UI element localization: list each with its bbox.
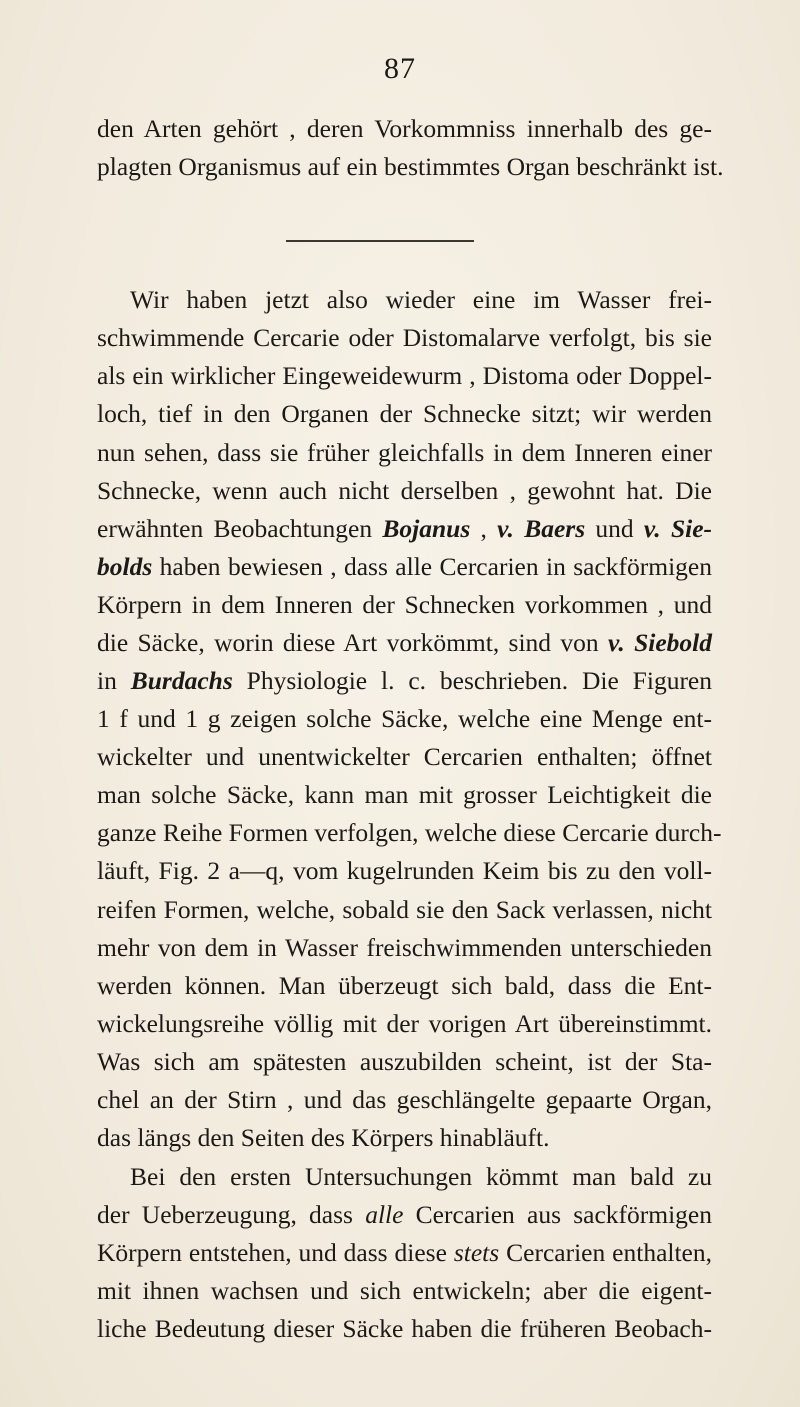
text-line: liche Bedeutung dieser Säcke haben die früheren Beobach- [97, 1314, 712, 1343]
text-line: Wir haben jetzt also wieder eine im Wasser frei- [130, 285, 712, 314]
text-line: mit ihnen wachsen und sich entwickeln; aber die eigent- [97, 1276, 712, 1305]
text-line: werden können. Man überzeugt sich bald, dass die Ent- [97, 971, 712, 1000]
text-line: die Säcke, worin diese Art vorkömmt, sind von v. Siebold [97, 628, 713, 657]
text-line: den Arten gehört , deren Vorkommniss innerhalb des ge- [97, 114, 712, 143]
text-line: als ein wirklicher Eingeweidewurm , Distoma oder Doppel- [97, 361, 712, 390]
text-line: bolds haben bewiesen , dass alle Cercarien in sackförmigen [97, 552, 712, 581]
text-line: Körpern in dem Inneren der Schnecken vorkommen , und [97, 590, 712, 619]
text-line: Bei den ersten Untersuchungen kömmt man bald zu [130, 1162, 712, 1191]
text-line: schwimmende Cercarie oder Distomalarve verfolgt, bis sie [97, 323, 712, 352]
text-line: reifen Formen, welche, sobald sie den Sack verlassen, nicht [97, 895, 712, 924]
author-name-siebold: v. Sie- [643, 514, 713, 543]
text-line: chel an der Stirn , und das geschlängelte gepaarte Organ, [97, 1085, 712, 1114]
text-line: plagten Organismus auf ein bestimmtes Organ beschränkt ist. [97, 152, 724, 181]
text-line: läuft, Fig. 2 a—q, vom kugelrunden Keim bis zu den voll- [97, 856, 712, 885]
text-line: in Burdachs Physiologie l. c. beschrieben. Die Figuren [97, 666, 712, 695]
text-line: man solche Säcke, kann man mit grosser Leichtigkeit die [97, 780, 712, 809]
text-line: erwähnten Beobachtungen Bojanus , v. Baers und v. Sie- [97, 514, 713, 543]
text-line: ganze Reihe Formen verfolgen, welche diese Cercarie durch- [97, 818, 722, 847]
author-name-baer: v. Baers [497, 514, 586, 543]
emphasis-stets: stets [453, 1238, 500, 1267]
page-number: 87 [384, 52, 416, 85]
emphasis-alle: alle [365, 1200, 404, 1229]
text-line: loch, tief in den Organen der Schnecke sitzt; wir werden [97, 399, 712, 428]
text-line: nun sehen, dass sie früher gleichfalls in dem Inneren einer [97, 438, 712, 467]
text-line: wickelungsreihe völlig mit der vorigen Art übereinstimmt. [97, 1009, 712, 1038]
author-name-v-siebold: v. Siebold [608, 628, 713, 657]
author-name-burdach: Burdachs [130, 666, 233, 695]
text-line: Was sich am spätesten auszubilden scheint, ist der Sta- [97, 1047, 712, 1076]
author-name-siebold-cont: bolds [97, 552, 153, 581]
author-name-bojanus: Bojanus [382, 514, 471, 543]
text-line: das längs den Seiten des Körpers hinabläuft. [97, 1123, 550, 1152]
text-line: Körpern entstehen, und dass diese stets Cercarien enthalten, [97, 1238, 712, 1267]
section-divider [286, 240, 474, 242]
text-line: wickelter und unentwickelter Cercarien enthalten; öffnet [97, 742, 712, 771]
text-line: mehr von dem in Wasser freischwimmenden unterschieden [97, 933, 712, 962]
text-line: Schnecke, wenn auch nicht derselben , gewohnt hat. Die [97, 476, 712, 505]
text-line: 1 f und 1 g zeigen solche Säcke, welche eine Menge ent- [97, 704, 712, 733]
text-line: der Ueberzeugung, dass alle Cercarien aus sackförmigen [97, 1200, 712, 1229]
